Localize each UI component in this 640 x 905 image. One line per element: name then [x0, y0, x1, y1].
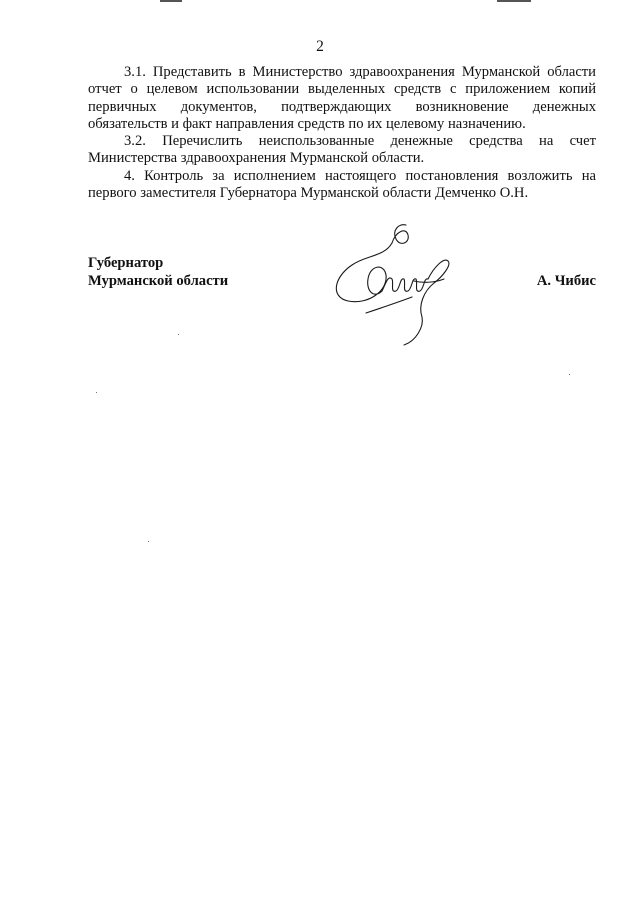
scan-speck — [178, 334, 179, 335]
signature-block — [88, 255, 596, 375]
scan-speck — [148, 541, 149, 542]
top-edge-mark-left — [160, 0, 182, 2]
signatory-title — [88, 255, 228, 290]
top-edge-mark-right — [497, 0, 531, 2]
signatory-name: А. Чибис — [536, 272, 596, 289]
signatory-title-line1: Губернатор — [88, 255, 164, 271]
scan-speck — [96, 392, 97, 393]
paragraph-3-2: 3.2. Перечислить неиспользованные денежные средства на счет Министерства здравоохранения Мурманской области. — [88, 133, 596, 167]
paragraph-4: 4. Контроль за исполнением настоящего постановления возложить на первого заместителя Губернатора Мурманской области Демченко О.Н. — [88, 167, 596, 202]
signatory-title-line2: Мурманской области — [88, 272, 229, 289]
document-body — [88, 64, 596, 202]
handwritten-signature — [326, 217, 466, 357]
scan-speck — [569, 374, 570, 375]
page-number: 2 — [316, 38, 324, 55]
paragraph-3-1: 3.1. Представить в Министерство здравоохранения Мурманской области отчет о целевом использовании выделенных средств с приложением копий первичных документов, подтверждающих возникновение денежных обязательств и факт направления средств по их целевому назначению. — [88, 64, 596, 132]
